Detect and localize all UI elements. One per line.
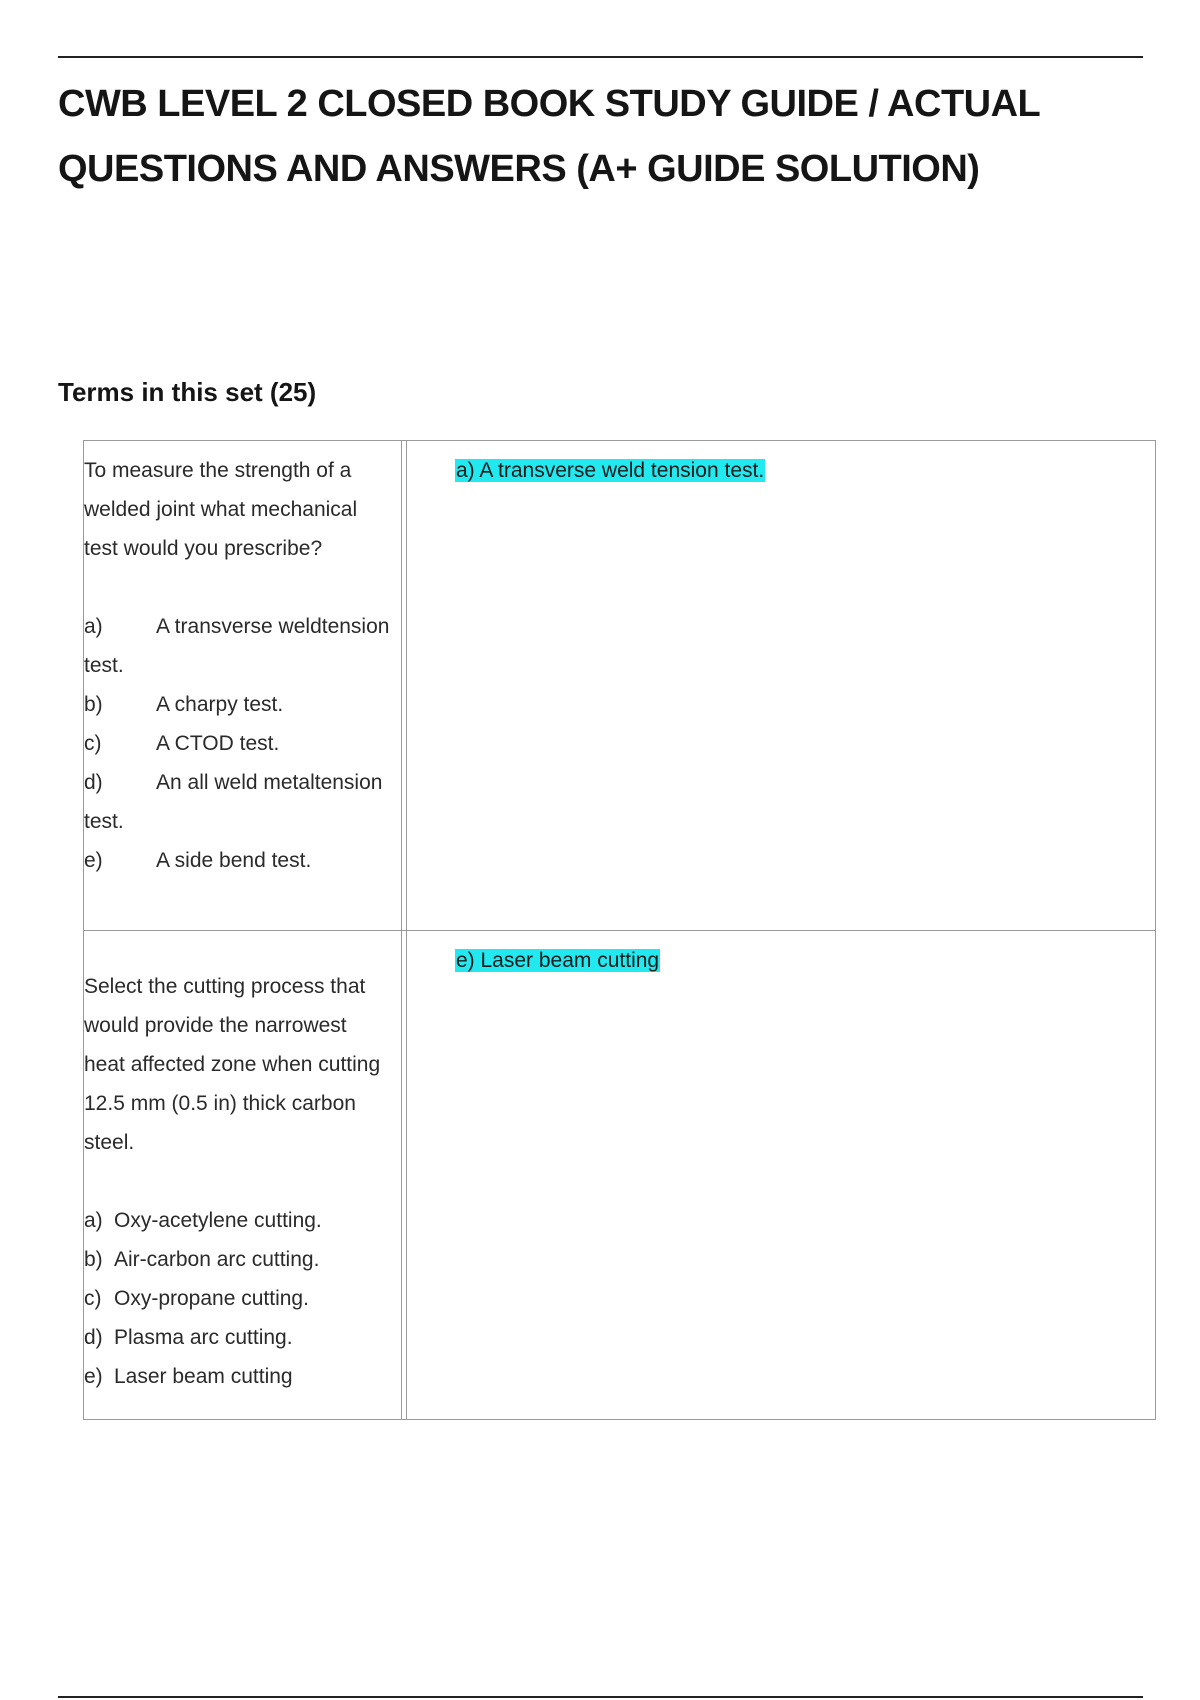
term-row bbox=[84, 441, 1155, 931]
option-letter: d) bbox=[84, 771, 103, 794]
option-item bbox=[84, 1240, 393, 1279]
option-letter: c) bbox=[84, 732, 102, 755]
options-list bbox=[84, 607, 393, 880]
question-cell bbox=[84, 441, 402, 930]
terms-set-heading: Terms in this set (25) bbox=[58, 377, 317, 407]
option-letter: e) bbox=[84, 849, 103, 872]
option-text: Laser beam cutting bbox=[114, 1365, 293, 1388]
option-item bbox=[84, 763, 393, 841]
option-text: A transverse weldtension test. bbox=[84, 615, 390, 677]
options-list bbox=[84, 1201, 393, 1396]
option-text: Air-carbon arc cutting. bbox=[114, 1248, 320, 1271]
option-item bbox=[84, 607, 393, 685]
question-text: Select the cutting process that would provide the narrowest heat affected zone when cutting 12.5 mm (0.5 in) thick carbon steel. bbox=[84, 975, 381, 1154]
option-letter: c) bbox=[84, 1287, 102, 1310]
term-row bbox=[84, 931, 1155, 1419]
question-text: To measure the strength of a welded joint what mechanical test would you prescribe? bbox=[84, 459, 358, 560]
option-text: A charpy test. bbox=[156, 693, 284, 716]
answer-cell bbox=[407, 441, 1155, 930]
option-item bbox=[84, 1279, 393, 1318]
option-letter: d) bbox=[84, 1326, 103, 1349]
document-title: CWB LEVEL 2 CLOSED BOOK STUDY GUIDE / ACTUAL QUESTIONS AND ANSWERS (A+ GUIDE SOLUTION) bbox=[58, 83, 1040, 190]
option-text: A CTOD test. bbox=[156, 732, 280, 755]
option-text: A side bend test. bbox=[156, 849, 312, 872]
option-item bbox=[84, 841, 393, 880]
option-text: Plasma arc cutting. bbox=[114, 1326, 293, 1349]
terms-table bbox=[83, 440, 1156, 1420]
question-cell bbox=[84, 931, 402, 1419]
option-item bbox=[84, 1318, 393, 1357]
option-item bbox=[84, 724, 393, 763]
option-letter: e) bbox=[84, 1365, 103, 1388]
option-item bbox=[84, 1357, 393, 1396]
bottom-rule bbox=[58, 1696, 1143, 1698]
option-text: An all weld metaltension test. bbox=[84, 771, 383, 833]
option-item bbox=[84, 1201, 393, 1240]
option-item bbox=[84, 685, 393, 724]
option-letter: a) bbox=[84, 1209, 103, 1232]
option-letter: a) bbox=[84, 615, 103, 638]
highlighted-answer: e) Laser beam cutting bbox=[456, 949, 660, 972]
option-text: Oxy-acetylene cutting. bbox=[114, 1209, 322, 1232]
option-letter: b) bbox=[84, 1248, 103, 1271]
top-rule bbox=[58, 56, 1143, 58]
answer-cell bbox=[407, 931, 1155, 1419]
highlighted-answer: a) A transverse weld tension test. bbox=[456, 459, 765, 482]
option-letter: b) bbox=[84, 693, 103, 716]
option-text: Oxy-propane cutting. bbox=[114, 1287, 309, 1310]
